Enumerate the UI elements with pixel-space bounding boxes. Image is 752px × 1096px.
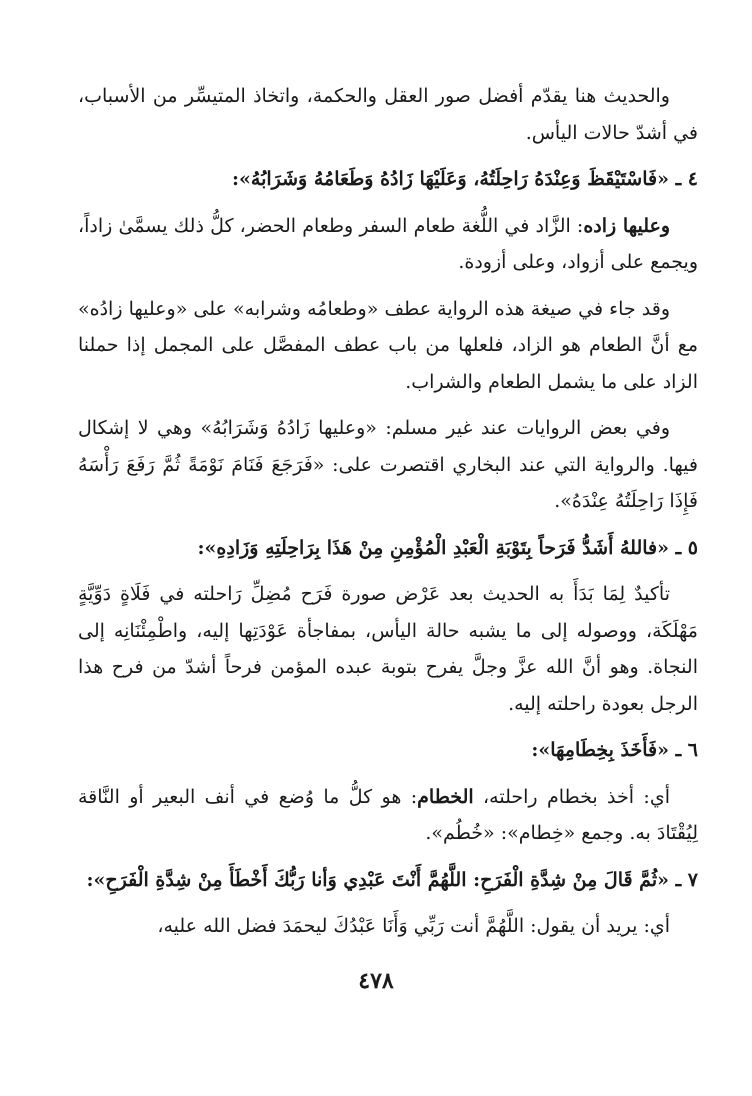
page-body: [78, 78, 698, 955]
paragraph-zad: [78, 208, 698, 281]
paragraph-zad-text: : الزَّاد في اللُّغة طعام السفر وطعام الحضر، كلُّ ذلك يسمَّىٰ زاداً، ويجمع على أزواد، وعلى أزودة.: [78, 214, 698, 273]
paragraph-intro: والحديث هنا يقدّم أفضل صور العقل والحكمة، واتخاذ المتيسِّر من الأسباب، في أشدّ حالات اليأس.: [78, 85, 698, 144]
paragraph-khitam-a: أي: أخذ بخطام راحلته،: [473, 785, 670, 808]
heading-4: ٤ ـ «فَاسْتَيْقَظَ وَعِنْدَهُ رَاحِلَتُهُ، وَعَلَيْهَا زَادُهُ وَطَعَامُهُ وَشَرَابُهُ»:: [232, 168, 698, 190]
page-number: ٤٧٨: [358, 968, 394, 994]
paragraph-takid: تأكيدٌ لِمَا بَدَأَ به الحديث بعد عَرْض صورة فَرَح مُضِلِّ رَاحلته في فَلَاةٍ دَوِّيَّةٍ مَهْلَكَة، ووصوله إلى ما يشبه حالة اليأس، بمفاجأة عَوْدَتِها إليه، واطْمِئْنَانِه إلى النجاة. وهو أنَّ الله عزَّ وجلَّ يفرح بتوبة عبده المؤمن فرحاً أشدّ من فرح هذا الرجل بعودة راحلته إليه.: [78, 583, 698, 715]
term-khitam: الخطام: [417, 785, 474, 808]
paragraph-yurid: أي: يريد أن يقول: اللَّهُمَّ أنت رَبِّي وَأَنَا عَبْدُكَ ليحمَدَ فضل الله عليه،: [157, 915, 670, 937]
heading-5: ٥ ـ «فاللهُ أَشَدُّ فَرَحاً بِتَوْبَةِ الْعَبْدِ الْمُؤْمِنِ مِنْ هَذَا بِرَاحِلَتِهِ وَزَادِهِ»:: [197, 536, 698, 559]
heading-6: ٦ ـ «فَأَخَذَ بِخِطَامِهَا»:: [531, 739, 698, 761]
heading-7: ٧ ـ «ثُمَّ قَالَ مِنْ شِدَّةِ الْفَرَحِ: اللَّهُمَّ أَنْتَ عَبْدِي وَأنا رَبُّكَ أَخْطَأَ مِنْ شِدَّةِ الْفَرَحِ»:: [86, 868, 698, 891]
paragraph-atf: وقد جاء في صيغة هذه الرواية عطف «وطعامُه وشرابه» على «وعليها زادُه» مع أنَّ الطعام هو الزاد، فلعلها من باب عطف المفصَّل على المجمل إذا حملنا الزاد على ما يشمل الطعام والشراب.: [78, 297, 698, 393]
paragraph-khitam: [78, 779, 698, 852]
term-wa-alayha-zaduh: وعليها زاده: [583, 214, 670, 237]
paragraph-khitam-b: : هو كلُّ ما وُضع في أنف البعير أو النَّاقة لِيُقْتَادَ به. وجمع «خِطام»: «خُطُم».: [78, 785, 698, 844]
paragraph-riwayat: وفي بعض الروايات عند غير مسلم: «وعليها زَادُهُ وَشَرَابُهُ» وهي لا إشكال فيها. والرواية التي عند البخاري اقتصرت على: «فَرَجَعَ فَنَامَ نَوْمَةً ثُمَّ رَفَعَ رَأْسَهُ فَإِذَا رَاحِلَتُهُ عِنْدَهُ».: [78, 417, 698, 512]
